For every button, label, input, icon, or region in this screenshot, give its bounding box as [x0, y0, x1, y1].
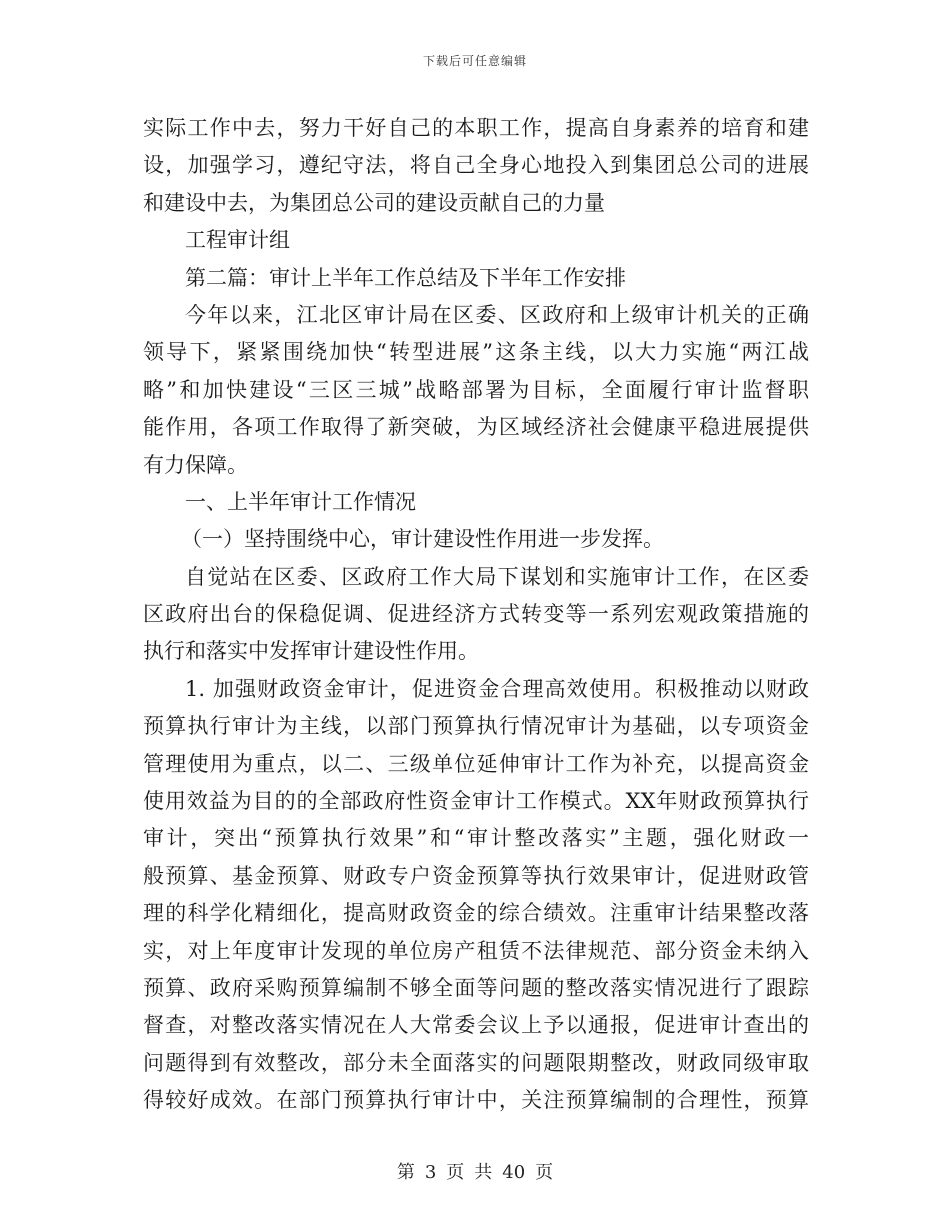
paragraph-line: 问题得到有效整改，部分未全面落实的问题限期整改，财政同级审取 — [143, 1050, 809, 1075]
heading-level-1: 一、上半年审计工作情况 — [185, 489, 416, 514]
footer-total-word: 共 — [474, 1162, 493, 1183]
paragraph-line: 般预算、基金预算、财政专户资金预算等执行效果审计，促进财政管 — [143, 863, 809, 888]
paragraph-line: 审计，突出“预算执行效果”和“审计整改落实”主题，强化财政一 — [143, 826, 809, 851]
paragraph-line: 领导下，紧紧围绕加快“转型进展”这条主线，以大力实施“两江战 — [143, 340, 809, 365]
paragraph-line: 理的科学化精细化，提高财政资金的综合绩效。注重审计结果整改落 — [143, 901, 809, 926]
paragraph-line: 使用效益为目的的全部政府性资金审计工作模式。XX年财政预算执行 — [143, 789, 809, 814]
paragraph-line: 和建设中去，为集团总公司的建设贡献自己的力量 — [143, 190, 605, 215]
page-number: 3 — [424, 1162, 437, 1183]
paragraph-line: 预算、政府采购预算编制不够全面等问题的整改落实情况进行了跟踪 — [143, 975, 809, 1000]
paragraph-line: 今年以来，江北区审计局在区委、区政府和上级审计机关的正确 — [185, 302, 809, 327]
paragraph-line: 实际工作中去，努力干好自己的本职工作，提高自身素养的培育和建 — [143, 116, 809, 140]
page-footer — [0, 1158, 950, 1184]
section-title: 第二篇：审计上半年工作总结及下半年工作安排 — [185, 265, 626, 290]
paragraph-line: 督查，对整改落实情况在人大常委会议上予以通报，促进审计查出的 — [143, 1013, 809, 1038]
paragraph-line: 得较好成效。在部门预算执行审计中，关注预算编制的合理性，预算 — [143, 1088, 809, 1113]
signature-line: 工程审计组 — [185, 228, 290, 253]
paragraph-line: 能作用，各项工作取得了新突破，为区域经济社会健康平稳进展提供 — [143, 415, 809, 440]
footer-prefix: 第 — [396, 1162, 415, 1183]
paragraph-line: 管理使用为重点，以二、三级单位延伸审计工作为补充，以提高资金 — [143, 751, 809, 776]
paragraph-line: 略”和加快建设“三区三城”战略部署为目标，全面履行审计监督职 — [143, 377, 809, 402]
document-body — [143, 110, 809, 1120]
footer-page-word: 页 — [446, 1162, 465, 1183]
paragraph-line: 实，对上年度审计发现的单位房产租赁不法律规范、部分资金未纳入 — [143, 938, 809, 963]
paragraph-line: 有力保障。 — [143, 452, 248, 477]
paragraph-line: 设，加强学习，遵纪守法，将自己全身心地投入到集团总公司的进展 — [143, 153, 809, 178]
paragraph-line: 预算执行审计为主线，以部门预算执行情况审计为基础，以专项资金 — [143, 714, 809, 739]
page-header: 下载后可任意编辑 — [422, 54, 527, 68]
paragraph-line: 区政府出台的保稳促调、促进经济方式转变等一系列宏观政策措施的 — [143, 602, 809, 627]
paragraph-line: 自觉站在区委、区政府工作大局下谋划和实施审计工作，在区委 — [185, 564, 809, 589]
paragraph-line: 1. 加强财政资金审计，促进资金合理高效使用。积极推动以财政 — [185, 676, 809, 701]
total-pages: 40 — [502, 1162, 526, 1183]
paragraph-line: 执行和落实中发挥审计建设性作用。 — [143, 639, 479, 664]
footer-suffix: 页 — [535, 1162, 554, 1183]
heading-level-2: （一）坚持围绕中心，审计建设性作用进一步发挥。 — [181, 527, 664, 552]
